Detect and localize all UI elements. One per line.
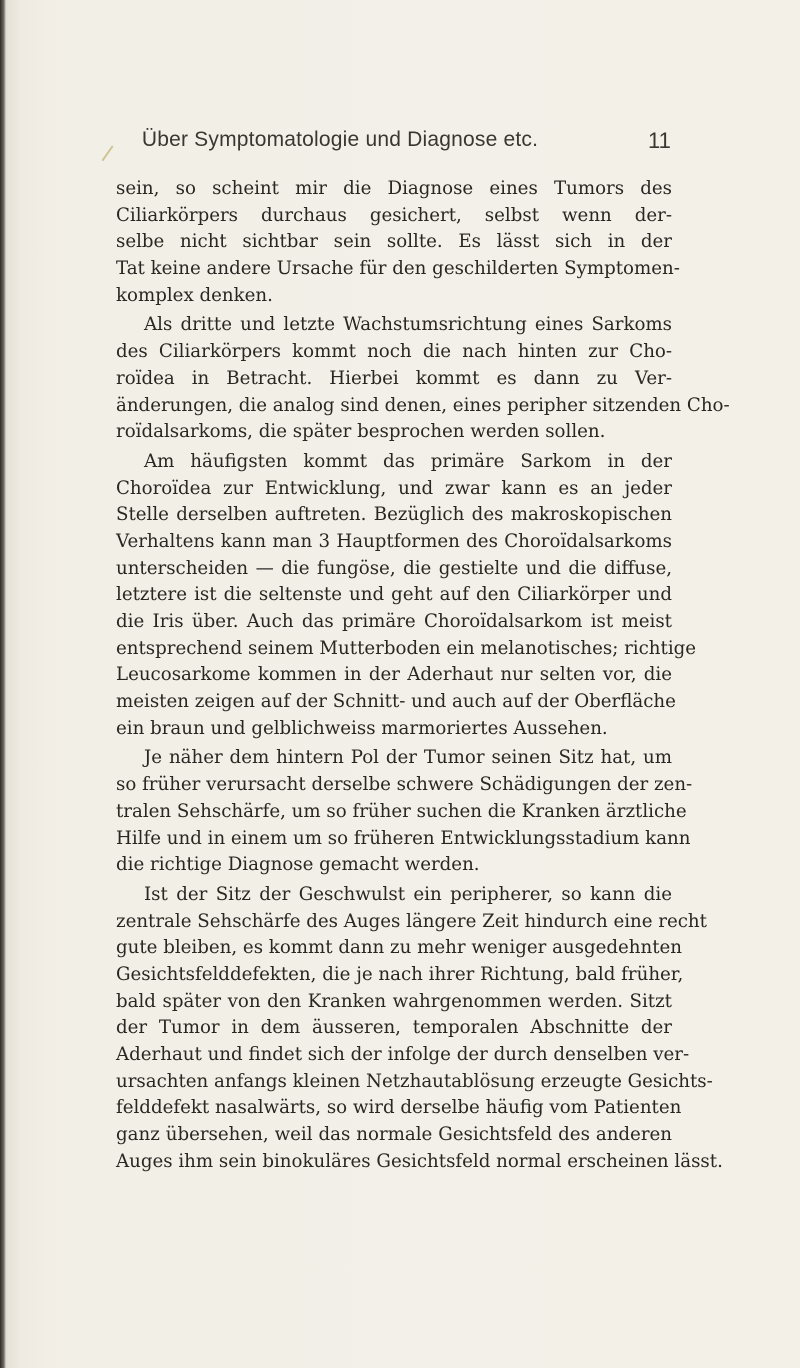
text-line: entsprechend seinem Mutterboden ein melanotisches; richtige xyxy=(116,637,697,659)
text-line: Als dritte und letzte Wachstumsrichtung eines Sarkoms xyxy=(144,314,672,336)
text-line: Je näher dem hintern Pol der Tumor seinen Sitz hat, um xyxy=(144,747,672,769)
text-line: komplex denken. xyxy=(116,284,273,306)
text-line: ein braun und gelblichweiss marmoriertes Aussehen. xyxy=(116,717,608,739)
text-line: roïdalsarkoms, die später besprochen werden sollen. xyxy=(116,421,606,443)
body-text xyxy=(116,176,730,1175)
text-line: zentrale Sehschärfe des Auges längere Zeit hindurch eine recht xyxy=(116,910,707,932)
text-line: ursachten anfangs kleinen Netzhautablösung erzeugte Gesichts- xyxy=(116,1070,713,1092)
text-line: Stelle derselben auftreten. Bezüglich des makroskopischen xyxy=(116,504,672,526)
page-binding-edge xyxy=(0,0,6,1368)
text-line: Gesichtsfelddefekten, die je nach ihrer Richtung, bald früher, xyxy=(116,963,684,985)
text-line: Tat keine andere Ursache für den geschilderten Symptomen- xyxy=(116,258,680,280)
text-line: Choroïdea zur Entwicklung, und zwar kann es an jeder xyxy=(116,477,672,499)
text-line: meisten zeigen auf der Schnitt- und auch auf der Oberfläche xyxy=(116,691,676,713)
text-line: selbe nicht sichtbar sein sollte. Es lässt sich in der xyxy=(116,231,672,253)
text-line: so früher verursacht derselbe schwere Schädigungen der zen- xyxy=(116,774,693,796)
text-line: Ciliarkörpers durchaus gesichert, selbst wenn der- xyxy=(116,204,672,226)
text-line: die Iris über. Auch das primäre Choroïdalsarkom ist meist xyxy=(116,611,672,632)
text-line: änderungen, die analog sind denen, eines peripher sitzenden Cho- xyxy=(116,394,730,416)
text-line: des Ciliarkörpers kommt noch die nach hinten zur Cho- xyxy=(116,341,672,363)
paragraph xyxy=(116,176,680,309)
text-line: Verhaltens kann man 3 Hauptformen des Choroïdalsarkoms xyxy=(116,530,672,552)
text-line: roïdea in Betracht. Hierbei kommt es dann zu Ver- xyxy=(116,367,672,389)
text-line: Auges ihm sein binokuläres Gesichtsfeld normal erscheinen lässt. xyxy=(116,1150,723,1172)
text-line: die richtige Diagnose gemacht werden. xyxy=(116,854,480,876)
paragraph xyxy=(116,745,693,878)
paragraph xyxy=(116,882,723,1176)
text-line: Ist der Sitz der Geschwulst ein peripherer, so kann die xyxy=(144,883,672,905)
page-header xyxy=(0,128,800,168)
text-line: sein, so scheint mir die Diagnose eines Tumors des xyxy=(116,178,672,199)
text-line: gute bleiben, es kommt dann zu mehr weniger ausgedehnten xyxy=(116,937,682,959)
paragraph xyxy=(116,449,697,743)
text-line: letztere ist die seltenste und geht auf den Ciliarkörper und xyxy=(116,584,672,606)
text-line: tralen Sehschärfe, um so früher suchen die Kranken ärztliche xyxy=(116,800,687,822)
paragraph xyxy=(116,312,730,445)
text-line: der Tumor in dem äusseren, temporalen Abschnitte der xyxy=(116,1017,672,1039)
text-line: ganz übersehen, weil das normale Gesichtsfeld des anderen xyxy=(116,1124,672,1146)
running-title: Über Symptomatologie und Diagnose etc. xyxy=(141,128,539,151)
text-line: felddefekt nasalwärts, so wird derselbe häufig vom Patienten xyxy=(116,1097,682,1119)
text-line: Am häufigsten kommt das primäre Sarkom in der xyxy=(144,450,672,472)
text-line: Aderhaut und findet sich der infolge der durch denselben ver- xyxy=(116,1044,690,1065)
text-line: Leucosarkome kommen in der Aderhaut nur selten vor, die xyxy=(116,664,672,686)
text-line: bald später von den Kranken wahrgenommen werden. Sitzt xyxy=(116,990,672,1012)
text-line: Hilfe und in einem um so früheren Entwicklungsstadium kann xyxy=(116,827,691,849)
text-line: unterscheiden — die fungöse, die gestielte und die diffuse, xyxy=(116,557,672,579)
page-number: 11 xyxy=(648,128,671,153)
